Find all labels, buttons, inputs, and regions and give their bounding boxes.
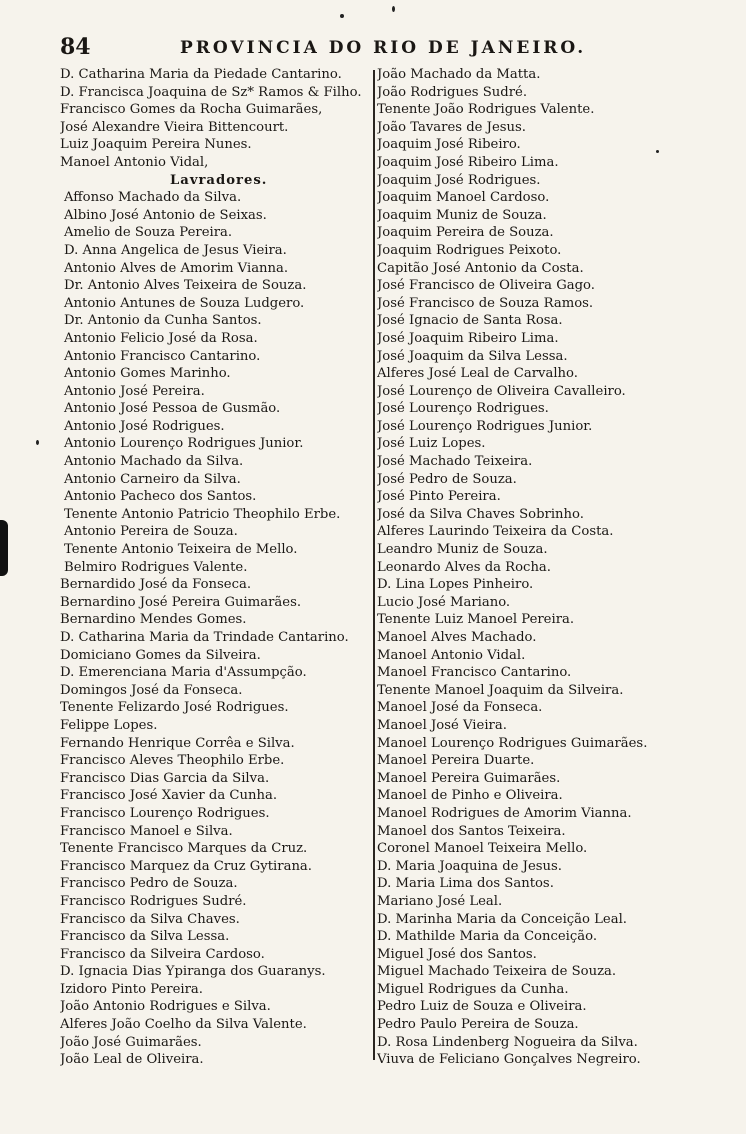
list-item: José Lourenço Rodrigues. — [377, 401, 549, 417]
list-item: José Ignacio de Santa Rosa. — [377, 313, 563, 329]
list-item: Dr. Antonio Alves Teixeira de Souza. — [64, 278, 307, 294]
list-item: Antonio Carneiro da Silva. — [64, 471, 241, 487]
list-item: D. Marinha Maria da Conceição Leal. — [377, 911, 627, 927]
list-item: D. Mathilde Maria da Conceição. — [377, 929, 598, 945]
list-item: João Leal de Oliveira. — [60, 1052, 204, 1068]
list-item: José Machado Teixeira. — [377, 454, 533, 470]
list-item: Antonio Gomes Marinho. — [64, 366, 231, 382]
list-item: Francisco Lourenço Rodrigues. — [60, 805, 270, 821]
list-item: Antonio José Pereira. — [64, 383, 205, 399]
list-item: Coronel Manoel Teixeira Mello. — [377, 841, 588, 857]
list-item: Francisco Gomes da Rocha Guimarães, — [60, 102, 323, 118]
list-item: Pedro Luiz de Souza e Oliveira. — [377, 999, 587, 1015]
list-item: Antonio José Rodrigues. — [64, 418, 225, 434]
list-item: Bernardido José da Fonseca. — [60, 577, 252, 593]
list-item: D. Catharina Maria da Trindade Cantarino. — [60, 630, 349, 645]
left-column — [60, 66, 372, 1069]
list-item: João José Guimarães. — [60, 1034, 202, 1050]
list-item: Miguel Rodrigues da Cunha. — [377, 981, 569, 997]
list-item: José Pedro de Souza. — [377, 471, 517, 487]
list-item: Domiciano Gomes da Silveira. — [60, 647, 261, 663]
list-item: José Pinto Pereira. — [377, 489, 501, 505]
list-item: Antonio Francisco Cantarino. — [64, 348, 261, 364]
list-item: D. Maria Lima dos Santos. — [377, 876, 554, 892]
list-item: Francisco Aleves Theophilo Erbe. — [60, 753, 285, 769]
list-item: Capitão José Antonio da Costa. — [377, 260, 584, 276]
list-item: Domingos José da Fonseca. — [60, 682, 243, 698]
list-item: Francisco Manoel e Silva. — [60, 823, 233, 839]
list-item: Joaquim José Rodrigues. — [377, 172, 541, 188]
list-item: D. Francisca Joaquina de Sz* Ramos & Filho. — [60, 84, 362, 100]
list-item: D. Rosa Lindenberg Nogueira da Silva. — [377, 1034, 638, 1050]
list-item: Tenente Antonio Teixeira de Mello. — [64, 542, 298, 558]
list-item: João Antonio Rodrigues e Silva. — [60, 999, 271, 1015]
list-item: D. Anna Angelica de Jesus Vieira. — [64, 242, 287, 258]
list-item: Francisco da Silva Chaves. — [60, 911, 240, 927]
list-item: Manoel dos Santos Teixeira. — [377, 823, 566, 839]
page-header — [60, 28, 680, 64]
list-item: Antonio Alves de Amorim Vianna. — [64, 260, 289, 276]
list-item: Manoel José da Fonseca. — [377, 700, 543, 716]
list-item: Amelio de Souza Pereira. — [64, 225, 233, 241]
list-item: Affonso Machado da Silva. — [64, 190, 242, 206]
list-item: José Joaquim Ribeiro Lima. — [377, 330, 559, 346]
list-item: Tenente Francisco Marques da Cruz. — [60, 841, 308, 857]
column-divider — [373, 70, 375, 1060]
list-item: Francisco José Xavier da Cunha. — [60, 788, 278, 804]
binding-mark — [0, 520, 8, 576]
list-item: Manoel Pereira Guimarães. — [377, 770, 561, 786]
list-item: Manoel Pereira Duarte. — [377, 753, 535, 769]
list-item: José Joaquim da Silva Lessa. — [377, 348, 568, 364]
list-item: Izidoro Pinto Pereira. — [60, 981, 203, 997]
list-item: Pedro Paulo Pereira de Souza. — [377, 1017, 579, 1033]
list-item: Francisco da Silveira Cardoso. — [60, 946, 265, 962]
list-item: Miguel José dos Santos. — [377, 946, 537, 962]
list-item: Belmiro Rodrigues Valente. — [64, 559, 248, 575]
list-item: Dr. Antonio da Cunha Santos. — [64, 313, 262, 329]
list-item: Viuva de Feliciano Gonçalves Negreiro. — [377, 1052, 641, 1068]
list-item: Manoel Francisco Cantarino. — [377, 665, 572, 681]
list-item: Lucio José Mariano. — [377, 594, 511, 610]
list-item: Joaquim Rodrigues Peixoto. — [377, 242, 562, 258]
list-item: Tenente Manoel Joaquim da Silveira. — [377, 682, 624, 698]
list-item: Mariano José Leal. — [377, 893, 503, 909]
list-item: João Rodrigues Sudré. — [377, 84, 528, 100]
list-item: Fernando Henrique Corrêa e Silva. — [60, 735, 295, 751]
list-item: Antonio José Pessoa de Gusmão. — [64, 401, 281, 417]
list-item: Manoel Antonio Vidal. — [377, 647, 526, 663]
list-item: D. Catharina Maria da Piedade Cantarino. — [60, 67, 342, 82]
list-item: Bernardino Mendes Gomes. — [60, 612, 247, 628]
running-title: PROVINCIA DO RIO DE JANEIRO. — [180, 38, 587, 58]
list-item: José Luiz Lopes. — [377, 436, 486, 452]
list-item: Felippe Lopes. — [60, 717, 158, 733]
list-item: Joaquim José Ribeiro Lima. — [377, 154, 559, 170]
list-item: Antonio Lourenço Rodrigues Junior. — [64, 436, 304, 452]
list-item: Antonio Pacheco dos Santos. — [64, 489, 257, 505]
list-item: Tenente Felizardo José Rodrigues. — [60, 700, 289, 716]
list-item: D. Lina Lopes Pinheiro. — [377, 577, 534, 593]
list-item: João Tavares de Jesus. — [377, 119, 526, 135]
ink-speck — [340, 14, 344, 18]
list-item: Manoel Rodrigues de Amorim Vianna. — [377, 805, 632, 821]
list-item: Francisco da Silva Lessa. — [60, 929, 230, 945]
list-item: José Francisco de Oliveira Gago. — [377, 278, 595, 294]
list-item: Joaquim Manoel Cardoso. — [377, 190, 550, 206]
list-item: Alferes José Leal de Carvalho. — [377, 366, 578, 382]
list-item: Francisco Rodrigues Sudré. — [60, 893, 247, 909]
list-item: Francisco Marquez da Cruz Gytirana. — [60, 858, 312, 874]
list-item: João Machado da Matta. — [377, 67, 541, 82]
list-item: Luiz Joaquim Pereira Nunes. — [60, 137, 252, 153]
list-item: Joaquim José Ribeiro. — [377, 137, 521, 153]
list-item: Francisco Dias Garcia da Silva. — [60, 770, 270, 786]
ink-speck — [392, 6, 395, 12]
list-item: Manoel José Vieira. — [377, 717, 507, 733]
list-item: Miguel Machado Teixeira de Souza. — [377, 964, 617, 980]
page-number: 84 — [60, 34, 91, 60]
list-item: José Francisco de Souza Ramos. — [377, 295, 594, 311]
list-item: Albino José Antonio de Seixas. — [64, 207, 267, 223]
list-item: Joaquim Pereira de Souza. — [377, 225, 554, 241]
list-item: José Alexandre Vieira Bittencourt. — [60, 119, 289, 135]
list-item: José Lourenço Rodrigues Junior. — [377, 418, 593, 434]
right-column — [377, 66, 677, 1069]
list-item: Alferes Laurindo Teixeira da Costa. — [377, 524, 614, 540]
list-item: D. Emerenciana Maria d'Assumpção. — [60, 665, 307, 681]
list-item: D. Maria Joaquina de Jesus. — [377, 858, 562, 874]
ink-speck — [36, 440, 39, 445]
list-item: Joaquim Muniz de Souza. — [377, 207, 547, 223]
list-item: Antonio Pereira de Souza. — [64, 524, 238, 540]
list-item: José Lourenço de Oliveira Cavalleiro. — [377, 383, 626, 399]
list-item: Antonio Felicio José da Rosa. — [64, 330, 258, 346]
list-item: Alferes João Coelho da Silva Valente. — [60, 1017, 307, 1033]
list-item: Manoel de Pinho e Oliveira. — [377, 788, 563, 804]
list-item: D. Ignacia Dias Ypiranga dos Guaranys. — [60, 964, 326, 980]
section-heading: Lavradores. — [170, 172, 268, 188]
list-item: Tenente João Rodrigues Valente. — [377, 102, 595, 118]
list-item: Bernardino José Pereira Guimarães. — [60, 594, 302, 610]
list-item: José da Silva Chaves Sobrinho. — [377, 506, 584, 522]
list-item: Manoel Antonio Vidal, — [60, 154, 209, 170]
list-item: Leonardo Alves da Rocha. — [377, 559, 551, 575]
list-item: Antonio Antunes de Souza Ludgero. — [64, 295, 305, 311]
list-item: Manoel Alves Machado. — [377, 630, 537, 645]
list-item: Leandro Muniz de Souza. — [377, 542, 548, 558]
list-item: Tenente Luiz Manoel Pereira. — [377, 612, 575, 628]
list-item: Antonio Machado da Silva. — [64, 454, 244, 470]
list-item: Manoel Lourenço Rodrigues Guimarães. — [377, 735, 648, 751]
list-item: Tenente Antonio Patricio Theophilo Erbe. — [64, 506, 341, 522]
list-item: Francisco Pedro de Souza. — [60, 876, 238, 892]
